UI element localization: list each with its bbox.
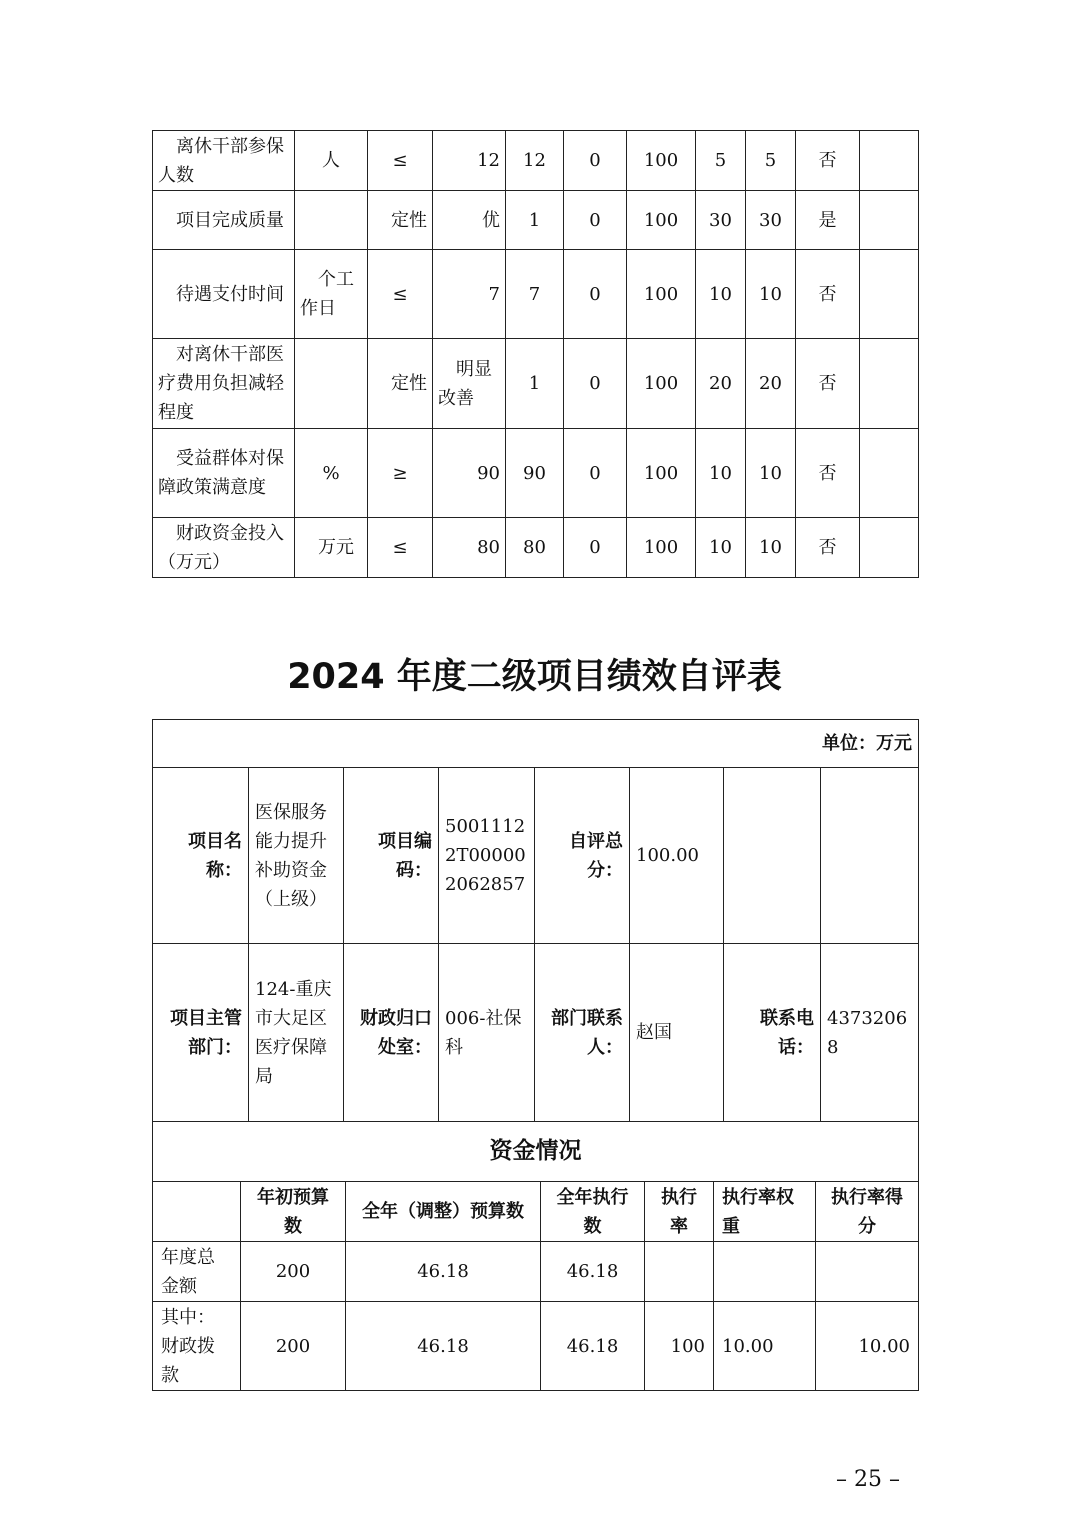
indicator-target: 7 (433, 250, 506, 339)
indicator-c9: 10 (746, 518, 796, 578)
indicator-c7: 100 (627, 518, 696, 578)
indicator-c8: 5 (696, 131, 746, 191)
contact-label: 部门联系人： (535, 944, 630, 1122)
table-row (153, 131, 919, 191)
indicator-c8: 10 (696, 518, 746, 578)
score-value: 100.00 (630, 768, 724, 944)
fund-cell (816, 1242, 919, 1302)
indicator-c11 (860, 339, 919, 429)
indicator-actual: 1 (506, 191, 564, 250)
indicator-c6: 0 (564, 339, 627, 429)
indicator-target: 优 (433, 191, 506, 250)
table-row (153, 768, 919, 944)
indicator-c9: 20 (746, 339, 796, 429)
table-row (153, 250, 919, 339)
fund-header: 执行率权重 (714, 1182, 816, 1242)
indicator-c8: 20 (696, 339, 746, 429)
indicator-target: 80 (433, 518, 506, 578)
finance-value: 006-社保科 (439, 944, 535, 1122)
indicator-actual: 80 (506, 518, 564, 578)
table-row (153, 720, 919, 768)
fund-cell (714, 1242, 816, 1302)
indicator-unit (295, 339, 368, 429)
indicator-c6: 0 (564, 518, 627, 578)
fund-cell (645, 1242, 714, 1302)
indicator-unit: 人 (295, 131, 368, 191)
indicator-c8: 10 (696, 250, 746, 339)
project-code-value: 50011122T000002062857 (439, 768, 535, 944)
empty-cell (724, 768, 821, 944)
indicator-target: 90 (433, 429, 506, 518)
fund-header: 全年（调整）预算数 (346, 1182, 541, 1242)
phone-label: 联系电话： (724, 944, 821, 1122)
indicator-flag: 否 (796, 339, 860, 429)
indicator-c9: 10 (746, 250, 796, 339)
indicator-c6: 0 (564, 429, 627, 518)
indicator-flag: 否 (796, 250, 860, 339)
indicator-name: 受益群体对保障政策满意度 (153, 429, 295, 518)
fund-cell: 200 (241, 1302, 346, 1391)
fund-row-label: 其中：财政拨款 (153, 1302, 241, 1391)
indicator-actual: 7 (506, 250, 564, 339)
indicator-c8: 30 (696, 191, 746, 250)
indicator-c9: 10 (746, 429, 796, 518)
indicator-unit: % (295, 429, 368, 518)
indicator-c6: 0 (564, 250, 627, 339)
fund-header: 年初预算数 (241, 1182, 346, 1242)
indicator-c7: 100 (627, 250, 696, 339)
fund-header (153, 1182, 241, 1242)
indicator-c11 (860, 518, 919, 578)
fund-cell: 10.00 (816, 1302, 919, 1391)
fund-cell: 46.18 (346, 1242, 541, 1302)
indicator-op: 定性 (368, 339, 433, 429)
indicator-c6: 0 (564, 131, 627, 191)
indicator-c9: 30 (746, 191, 796, 250)
indicator-name: 财政资金投入（万元） (153, 518, 295, 578)
indicator-c11 (860, 131, 919, 191)
fund-cell: 100 (645, 1302, 714, 1391)
indicator-op: ≤ (368, 131, 433, 191)
fund-table (152, 1181, 919, 1391)
page-title: 2024 年度二级项目绩效自评表 (287, 657, 782, 697)
unit-label: 单位：万元 (153, 720, 919, 768)
indicator-op: 定性 (368, 191, 433, 250)
indicator-table (152, 130, 919, 578)
indicator-actual: 90 (506, 429, 564, 518)
indicator-c9: 5 (746, 131, 796, 191)
indicator-c11 (860, 429, 919, 518)
fund-cell: 200 (241, 1242, 346, 1302)
score-label: 自评总分： (535, 768, 630, 944)
indicator-name: 待遇支付时间 (153, 250, 295, 339)
indicator-actual: 1 (506, 339, 564, 429)
indicator-op: ≤ (368, 518, 433, 578)
indicator-flag: 否 (796, 131, 860, 191)
indicator-actual: 12 (506, 131, 564, 191)
table-row (153, 518, 919, 578)
indicator-flag: 否 (796, 429, 860, 518)
table-row (153, 944, 919, 1122)
fund-cell: 46.18 (541, 1242, 645, 1302)
indicator-unit: 个工作日 (295, 250, 368, 339)
indicator-target: 12 (433, 131, 506, 191)
indicator-name: 项目完成质量 (153, 191, 295, 250)
dept-label: 项目主管部门： (153, 944, 249, 1122)
empty-cell (821, 768, 919, 944)
indicator-c8: 10 (696, 429, 746, 518)
table-row (153, 429, 919, 518)
indicator-name: 离休干部参保人数 (153, 131, 295, 191)
indicator-unit (295, 191, 368, 250)
table-row (153, 1242, 919, 1302)
table-row (153, 1122, 919, 1182)
indicator-c7: 100 (627, 429, 696, 518)
fund-section-heading: 资金情况 (153, 1122, 919, 1182)
fund-cell: 46.18 (346, 1302, 541, 1391)
fund-row-label: 年度总金额 (153, 1242, 241, 1302)
project-name-label: 项目名称： (153, 768, 249, 944)
fund-header: 执行率 (645, 1182, 714, 1242)
table-row (153, 191, 919, 250)
phone-value: 43732068 (821, 944, 919, 1122)
page-number: – 25 – (836, 1467, 900, 1492)
indicator-c6: 0 (564, 191, 627, 250)
indicator-c11 (860, 250, 919, 339)
project-name-value: 医保服务能力提升补助资金（上级） (249, 768, 344, 944)
finance-label: 财政归口处室： (344, 944, 439, 1122)
indicator-c7: 100 (627, 191, 696, 250)
dept-value: 124-重庆市大足区医疗保障局 (249, 944, 344, 1122)
indicator-op: ≥ (368, 429, 433, 518)
indicator-c7: 100 (627, 131, 696, 191)
project-info-table (152, 719, 919, 1182)
fund-cell: 46.18 (541, 1302, 645, 1391)
indicator-name: 对离休干部医疗费用负担减轻程度 (153, 339, 295, 429)
project-code-label: 项目编码： (344, 768, 439, 944)
table-row (153, 1302, 919, 1391)
indicator-flag: 是 (796, 191, 860, 250)
indicator-unit: 万元 (295, 518, 368, 578)
table-row (153, 1182, 919, 1242)
fund-header: 执行率得分 (816, 1182, 919, 1242)
table-row (153, 339, 919, 429)
indicator-c11 (860, 191, 919, 250)
fund-cell: 10.00 (714, 1302, 816, 1391)
indicator-flag: 否 (796, 518, 860, 578)
indicator-c7: 100 (627, 339, 696, 429)
fund-header: 全年执行数 (541, 1182, 645, 1242)
indicator-target: 明显改善 (433, 339, 506, 429)
contact-value: 赵国 (630, 944, 724, 1122)
indicator-op: ≤ (368, 250, 433, 339)
